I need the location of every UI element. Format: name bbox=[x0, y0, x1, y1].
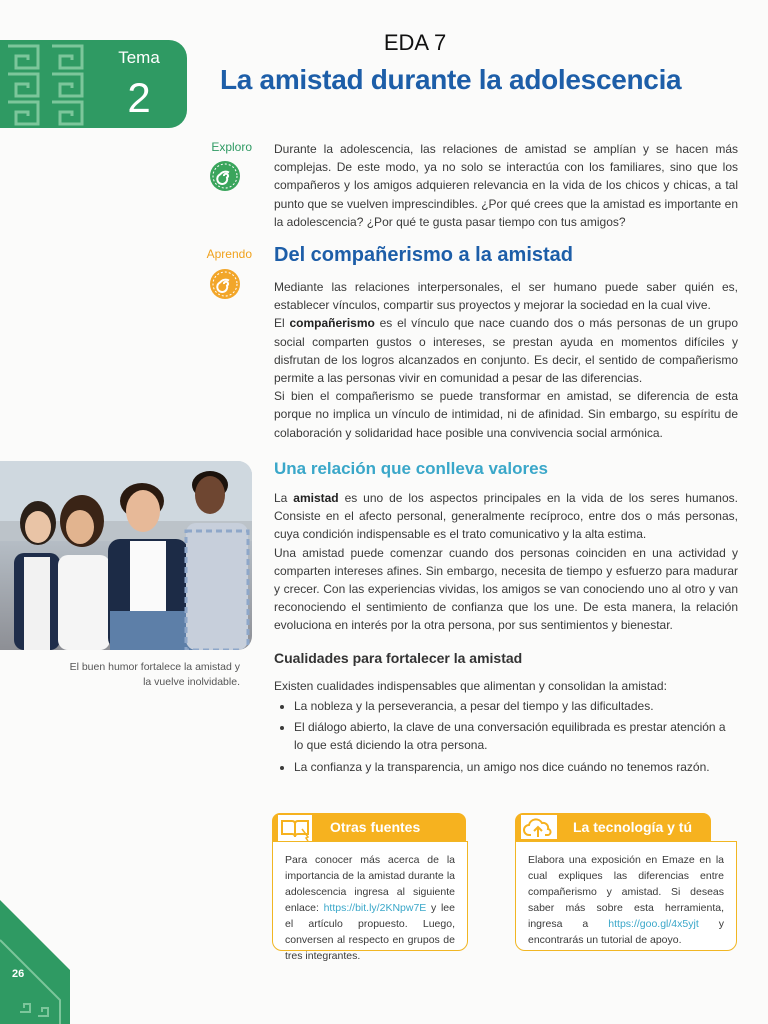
valores-body bbox=[274, 489, 738, 635]
valores-heading: Una relación que conlleva valores bbox=[274, 459, 549, 478]
otras-fuentes-link[interactable]: https://bit.ly/2KNpw7E bbox=[323, 902, 427, 914]
tecnologia-box bbox=[515, 813, 737, 954]
otras-fuentes-body bbox=[272, 841, 468, 962]
cualidades-list bbox=[274, 697, 738, 779]
tema-badge bbox=[0, 40, 187, 128]
otras-fuentes-title: Otras fuentes bbox=[330, 819, 421, 835]
text-segment: es el vínculo que nace cuando dos o más personas de un grupo social comparten gustos o intereses, se prestan ayuda en momentos difíciles y disfrutan de los logros alcanzados en conjunto. Es decir, el sentido de compañerismo permite a las personas vivir en comunidad a pesar de las diferencias. bbox=[274, 316, 738, 386]
exploro-text: Durante la adolescencia, las relaciones de amistad se amplían y se hacen más complejas. De este modo, ya no solo se interactúa con los familiares, sino que los compañeros y los amigos adquieren relevancia en la vida de los chicos y chicas, a tal punto que se vuelven imprescindibles. ¿Por qué crees que la amistad es importante en la adolescencia? ¿Por qué te gusta pasar tiempo con tus amigos? bbox=[274, 142, 738, 229]
tecnologia-title: La tecnología y tú bbox=[573, 819, 693, 835]
tecnologia-text bbox=[528, 852, 724, 948]
aprendo-spiral-icon bbox=[209, 268, 241, 300]
exploro-label: Exploro bbox=[211, 140, 252, 154]
text-segment: y lee el artículo propuesto. Luego, conversen al respecto en grupos de tres integrantes. bbox=[285, 902, 455, 962]
text-segment: Para conocer más acerca de la importancia de la amistad durante la adolescencia ingresa al siguiente enlace: bbox=[285, 854, 455, 914]
otras-fuentes-text bbox=[285, 852, 455, 964]
valores-paragraph-1 bbox=[274, 489, 738, 544]
list-item: • La nobleza y la perseverancia, a pesar del tiempo y las dificultades. bbox=[294, 697, 738, 715]
tecnologia-body bbox=[515, 841, 737, 951]
tecnologia-header bbox=[515, 813, 711, 841]
page-title: La amistad durante la adolescencia bbox=[220, 64, 682, 95]
otras-fuentes-header bbox=[272, 813, 466, 841]
aprendo-paragraph-1: Mediante las relaciones interpersonales, el ser humano puede saber quién es, establecer vínculos, compartir sus proyectos y mejorar la sociedad en la cual vive. bbox=[274, 280, 738, 313]
aprendo-paragraph-2 bbox=[274, 314, 738, 387]
list-item: • El diálogo abierto, la clave de una conversación equilibrada es prestar atención a lo que está diciendo la otra persona. bbox=[294, 718, 738, 754]
exploro-spiral-icon bbox=[209, 160, 241, 192]
cualidades-intro: Existen cualidades indispensables que alimentan y consolidan la amistad: bbox=[274, 679, 667, 693]
friends-photo bbox=[0, 461, 252, 650]
page-number: 26 bbox=[12, 968, 25, 980]
aprendo-paragraph-3: Si bien el compañerismo se puede transformar en amistad, se diferencia de esta porque no implica un vínculo de intimidad, ni de afinidad. Sin embargo, su espíritu de colaboración y solidaridad hace posible una convivencia social armónica. bbox=[274, 389, 738, 440]
friends-photo-illustration-icon bbox=[0, 461, 252, 650]
valores-paragraph-2: Una amistad puede comenzar cuando dos personas coinciden en una actividad y comparten intereses afines. Sin embargo, necesita de tiempo y esfuerzo para madurar y crecer. Con las experiencias vividas, los amigos se van conociendo uno al otro y van reconociendo el sentimiento de confianza que los une. De esta manera, la relación evoluciona en interés por la otra persona, por sus sentimientos y bienestar. bbox=[274, 545, 738, 633]
aprendo-heading: Del compañerismo a la amistad bbox=[274, 244, 574, 266]
list-item: • La confianza y la transparencia, un amigo nos dice cuándo no tenemos razón. bbox=[294, 758, 738, 776]
photo-caption: El buen humor fortalece la amistad y la vuelve inolvidable. bbox=[69, 661, 240, 688]
term-companerismo: compañerismo bbox=[289, 316, 375, 331]
text-segment: y encontrarás un tutorial de apoyo. bbox=[528, 918, 724, 946]
aprendo-label: Aprendo bbox=[206, 247, 252, 261]
text-segment: La bbox=[274, 491, 294, 505]
cualidades-heading: Cualidades para fortalecer la amistad bbox=[274, 650, 523, 666]
greek-key-pattern-icon bbox=[0, 40, 100, 128]
term-amistad: amistad bbox=[293, 491, 339, 505]
tema-number: 2 bbox=[127, 74, 151, 121]
cloud-upload-icon bbox=[521, 815, 557, 839]
eda-label: EDA 7 bbox=[383, 30, 447, 55]
text-segment: es uno de los aspectos principales en la vida de los seres humanos. Consiste en el afecto personal, generalmente recíproco, entre dos o más personas, cuya condición indispensable es el trato comunicativo y la alta estima. bbox=[274, 491, 738, 542]
book-cursor-icon bbox=[278, 815, 312, 841]
tema-label: Tema bbox=[118, 48, 160, 67]
otras-fuentes-box bbox=[272, 813, 468, 962]
tecnologia-link[interactable]: https://goo.gl/4x5yjt bbox=[608, 918, 699, 930]
corner-decoration-icon bbox=[0, 900, 70, 1024]
aprendo-body bbox=[274, 278, 738, 442]
text-segment: Elabora una exposición en Emaze en la cual expliques las diferencias entre compañerismo y amistad. Si deseas saber más sobre esta herramienta, ingresa a bbox=[528, 854, 724, 930]
text-segment: El bbox=[274, 316, 290, 331]
